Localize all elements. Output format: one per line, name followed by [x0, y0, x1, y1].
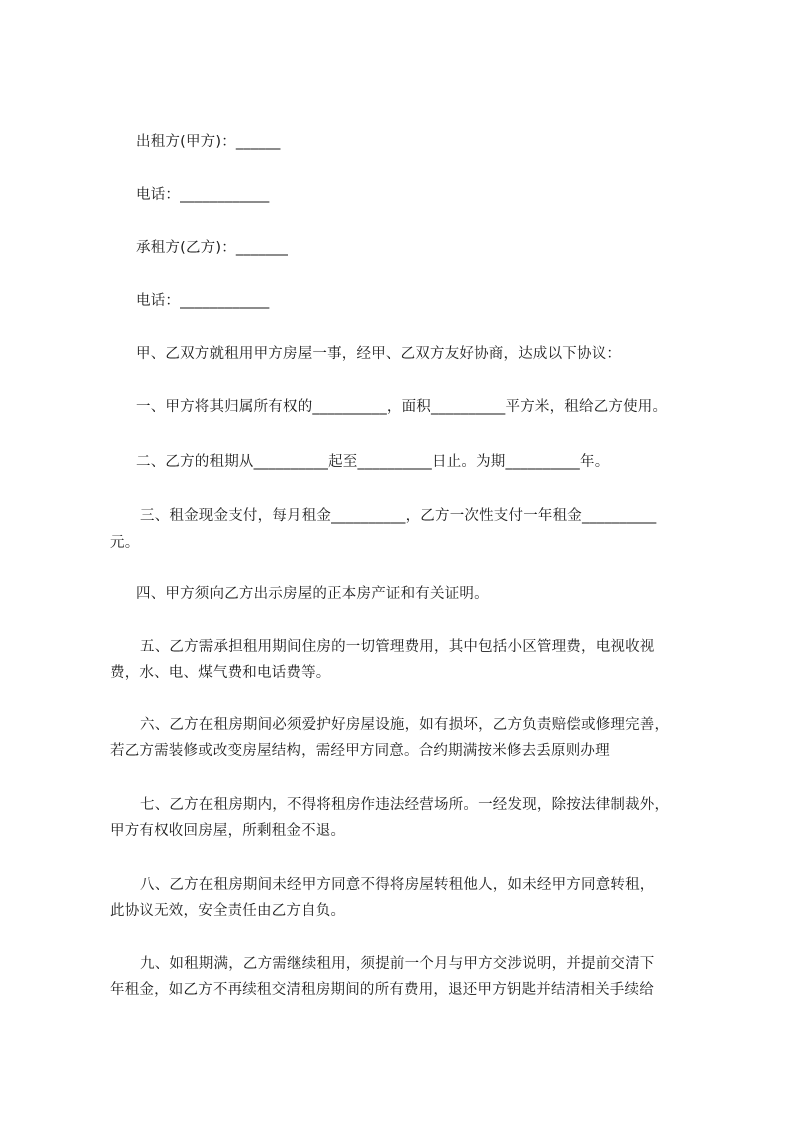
- clause-3-line-2: 元。: [110, 535, 140, 551]
- clause-7-line-1: 七、乙方在租房期内，不得将租房作违法经营场所。一经发现，除按法律制裁外，: [140, 797, 670, 813]
- clause-9-line-2: 年租金，如乙方不再续租交清租房期间的所有费用，退还甲方钥匙并结清相关手续给: [110, 982, 654, 998]
- clause-9-line-1: 九、如租期满，乙方需继续租用，须提前一个月与甲方交涉说明，并提前交清下: [140, 956, 655, 972]
- clause-5-line-1: 五、乙方需承担租用期间住房的一切管理费用，其中包括小区管理费，电视收视: [140, 639, 655, 655]
- clause-6-line-1: 六、乙方在租房期间必须爱护好房屋设施，如有损坏，乙方负责赔偿或修理完善，: [140, 717, 670, 733]
- clause-5-line-2: 费，水、电、煤气费和电话费等。: [110, 665, 331, 681]
- lessee-phone-line: 电话：____________: [136, 293, 270, 309]
- clause-4: 四、甲方须向乙方出示房屋的正本房产证和有关证明。: [136, 586, 489, 602]
- lessee-line: 承租方(乙方)：_______: [136, 240, 289, 256]
- clause-8-line-1: 八、乙方在租房期间未经甲方同意不得将房屋转租他人，如未经甲方同意转租，: [140, 877, 655, 893]
- clause-1: 一、甲方将其归属所有权的__________，面积__________平方米，租给乙方使用。: [136, 399, 668, 415]
- clause-3-line-1: 三、租金现金支付，每月租金__________，乙方一次性支付一年租金__________: [140, 508, 657, 524]
- clause-6-line-2: 若乙方需装修或改变房屋结构，需经甲方同意。合约期满按米修去丢原则办理: [110, 743, 610, 759]
- lessor-phone-line: 电话：____________: [136, 187, 270, 203]
- lessor-line: 出租方(甲方)：______: [136, 134, 281, 150]
- clause-8-line-2: 此协议无效，安全责任由乙方自负。: [110, 903, 346, 919]
- preamble: 甲、乙双方就租用甲方房屋一事，经甲、乙双方友好协商，达成以下协议：: [136, 346, 622, 362]
- clause-7-line-2: 甲方有权收回房屋，所剩租金不退。: [110, 823, 346, 839]
- clause-2: 二、乙方的租期从__________起至__________日止。为期__________年。: [136, 454, 610, 470]
